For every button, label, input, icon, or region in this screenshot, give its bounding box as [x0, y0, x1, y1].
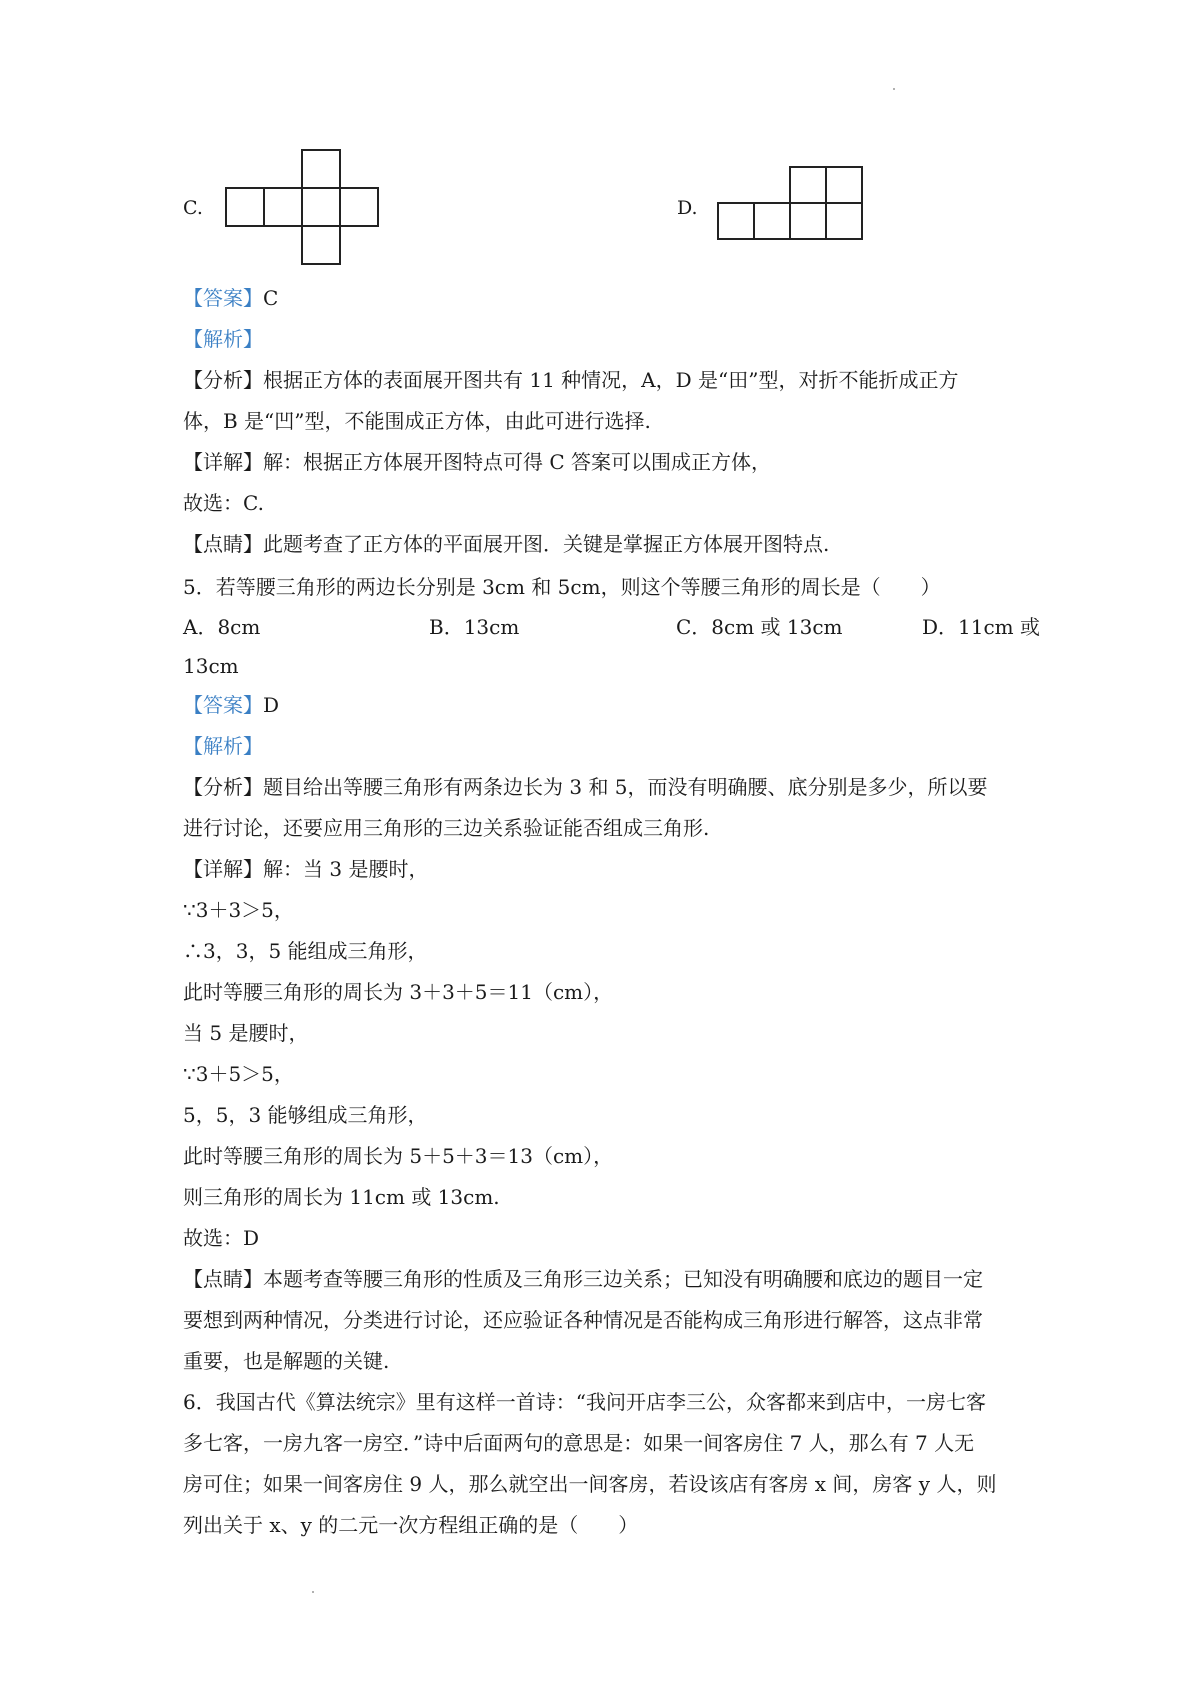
- q5-step: 则三角形的周长为 11cm 或 13cm.: [183, 1185, 500, 1209]
- answer-value: D: [263, 693, 280, 717]
- q5-stem: 5．若等腰三角形的两边长分别是 3cm 和 5cm，则这个等腰三角形的周长是（ ）: [183, 575, 941, 599]
- scan-dot: [893, 88, 895, 90]
- q5-option-d: D．11cm 或: [922, 615, 1041, 639]
- q5-step: 当 5 是腰时，: [183, 1021, 309, 1045]
- xiangjie-tag: 【详解】: [183, 450, 263, 474]
- answer-value: C: [263, 286, 279, 310]
- q4-xiangjie-line: [183, 449, 771, 475]
- q5-step: ∵3＋5＞5，: [183, 1062, 294, 1086]
- q5-dianjing-line1: [183, 1266, 983, 1292]
- dianjing-tag: 【点睛】: [183, 532, 263, 556]
- q4-answer-line: [183, 285, 278, 311]
- option-c-cube-net: [222, 148, 382, 268]
- fenxi-text: 根据正方体的表面展开图共有 11 种情况，A，D 是“田”型，对折不能折成正方: [263, 368, 959, 392]
- dianjing-tag: 【点睛】: [183, 1267, 263, 1291]
- q4-dianjing-line: [183, 531, 829, 557]
- q5-fenxi-line1: [183, 774, 988, 800]
- q4-analysis-heading: [183, 326, 263, 352]
- q5-analysis-heading: [183, 733, 263, 759]
- q5-xiangjie-line: [183, 856, 428, 882]
- q5-option-b: B．13cm: [429, 615, 520, 639]
- dianjing-text: 本题考查等腰三角形的性质及三角形三边关系；已知没有明确腰和底边的题目一定: [263, 1267, 983, 1291]
- q6-line3: 房可住；如果一间客房住 9 人，那么就空出一间客房，若设该店有客房 x 间，房客 y 人，则: [183, 1472, 997, 1496]
- dianjing-text: 此题考查了正方体的平面展开图．关键是掌握正方体展开图特点.: [263, 532, 830, 556]
- q5-step: 此时等腰三角形的周长为 5＋5＋3＝13（cm），: [183, 1144, 614, 1168]
- q5-step: ∵3＋3＞5，: [183, 898, 294, 922]
- q5-fenxi-line2: 进行讨论，还要应用三角形的三边关系验证能否组成三角形.: [183, 816, 710, 840]
- q6-line1: 6．我国古代《算法统宗》里有这样一首诗：“我问开店李三公，众客都来到店中，一房七客: [183, 1390, 986, 1414]
- fenxi-tag: 【分析】: [183, 368, 263, 392]
- q5-dianjing-line3: 重要，也是解题的关键.: [183, 1349, 390, 1373]
- fenxi-tag: 【分析】: [183, 775, 263, 799]
- analysis-tag: 【解析】: [183, 734, 263, 758]
- fenxi-text: 题目给出等腰三角形有两条边长为 3 和 5，而没有明确腰、底分别是多少，所以要: [263, 775, 988, 799]
- q5-step: 故选：D: [183, 1226, 260, 1250]
- option-d-label: D.: [677, 197, 698, 219]
- q6-line4: 列出关于 x、y 的二元一次方程组正确的是（ ）: [183, 1513, 639, 1537]
- q5-step: 此时等腰三角形的周长为 3＋3＋5＝11（cm），: [183, 980, 614, 1004]
- option-c-label: C.: [183, 197, 203, 219]
- xiangjie-text: 解：根据正方体展开图特点可得 C 答案可以围成正方体，: [263, 450, 772, 474]
- q4-guxuan-line: 故选：C.: [183, 491, 264, 515]
- q5-step: 5，5，3 能够组成三角形，: [183, 1103, 428, 1127]
- step-text: 解：当 3 是腰时，: [263, 857, 429, 881]
- analysis-tag: 【解析】: [183, 327, 263, 351]
- q5-step: ∴3，3，5 能组成三角形，: [183, 939, 428, 963]
- q5-dianjing-line2: 要想到两种情况，分类进行讨论，还应验证各种情况是否能构成三角形进行解答，这点非常: [183, 1308, 983, 1332]
- q6-line2: 多七客，一房九客一房空．”诗中后面两句的意思是：如果一间客房住 7 人，那么有 7 人无: [183, 1431, 975, 1455]
- scan-dot: [312, 1591, 314, 1593]
- q5-option-c: C．8cm 或 13cm: [676, 615, 843, 639]
- q4-fenxi-line2: 体，B 是“凹”型，不能围成正方体，由此可进行选择.: [183, 409, 651, 433]
- q4-fenxi-line1: [183, 367, 958, 393]
- answer-tag: 【答案】: [183, 286, 263, 310]
- answer-tag: 【答案】: [183, 693, 263, 717]
- q5-option-a: A．8cm: [183, 615, 261, 639]
- xiangjie-tag: 【详解】: [183, 857, 263, 881]
- q5-answer-line: [183, 692, 279, 718]
- option-d-cube-net: [716, 165, 866, 243]
- q5-option-d-wrap: 13cm: [183, 654, 239, 678]
